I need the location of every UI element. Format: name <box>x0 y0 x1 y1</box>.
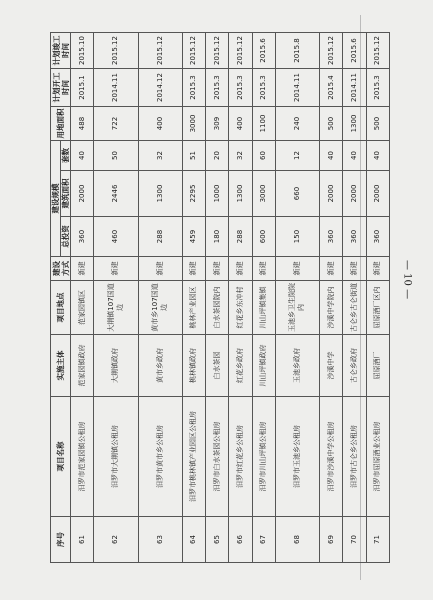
cell-mode: 新建 <box>320 257 343 281</box>
cell-num: 32 <box>229 141 252 171</box>
cell-seq: 61 <box>71 517 94 563</box>
cell-name: 汨罗市沙溪中学公租房 <box>320 397 343 517</box>
cell-invest: 180 <box>206 217 229 257</box>
cell-land: 3000 <box>182 107 205 141</box>
cell-loc: 川山坪镇集镇 <box>252 281 275 335</box>
cell-start: 2014.11 <box>94 69 138 107</box>
cell-start: 2015.3 <box>206 69 229 107</box>
cell-org: 黄市乡政府 <box>138 335 182 397</box>
table-row <box>206 33 229 563</box>
table-row <box>182 33 205 563</box>
header-num: 套数 <box>61 141 71 171</box>
cell-area: 2000 <box>71 171 94 217</box>
housing-projects-table <box>50 32 390 563</box>
cell-loc: 黄市乡107国道边 <box>138 281 182 335</box>
cell-start: 2014.12 <box>138 69 182 107</box>
table-row <box>252 33 275 563</box>
cell-area: 1000 <box>206 171 229 217</box>
cell-org: 沙溪中学 <box>320 335 343 397</box>
cell-loc: 古仑乡古仑街道 <box>343 281 366 335</box>
cell-area: 1300 <box>229 171 252 217</box>
table-row <box>138 33 182 563</box>
header-loc: 项目地点 <box>51 281 71 335</box>
cell-invest: 360 <box>366 217 389 257</box>
cell-end: 2015.12 <box>138 33 182 69</box>
cell-num: 40 <box>320 141 343 171</box>
cell-seq: 68 <box>275 517 319 563</box>
header-scale: 建设规模 <box>51 141 61 257</box>
table-row <box>320 33 343 563</box>
cell-end: 2015.12 <box>206 33 229 69</box>
cell-invest: 288 <box>138 217 182 257</box>
cell-invest: 150 <box>275 217 319 257</box>
cell-loc: 大荆镇107国道边 <box>94 281 138 335</box>
table-body <box>71 33 390 563</box>
cell-end: 2015.12 <box>94 33 138 69</box>
cell-mode: 新建 <box>138 257 182 281</box>
cell-loc: 玉池乡卫生院院内 <box>275 281 319 335</box>
cell-seq: 63 <box>138 517 182 563</box>
cell-name: 汨罗市玉池乡公租房 <box>275 397 319 517</box>
cell-num: 40 <box>71 141 94 171</box>
cell-num: 32 <box>138 141 182 171</box>
cell-name: 汨罗市红花乡公租房 <box>229 397 252 517</box>
cell-seq: 65 <box>206 517 229 563</box>
cell-seq: 67 <box>252 517 275 563</box>
cell-seq: 71 <box>366 517 389 563</box>
table-row <box>94 33 138 563</box>
cell-end: 2015.8 <box>275 33 319 69</box>
cell-org: 古仑乡政府 <box>343 335 366 397</box>
cell-start: 2014.11 <box>343 69 366 107</box>
cell-seq: 69 <box>320 517 343 563</box>
header-area: 建筑面积 <box>61 171 71 217</box>
cell-num: 60 <box>252 141 275 171</box>
header-row-1 <box>51 33 61 563</box>
cell-start: 2014.11 <box>275 69 319 107</box>
cell-org: 范家园镇政府 <box>71 335 94 397</box>
cell-loc: 白水茶园院内 <box>206 281 229 335</box>
cell-name: 汨罗市大荆镇公租房 <box>94 397 138 517</box>
cell-name: 汨罗市古仑乡公租房 <box>343 397 366 517</box>
cell-area: 2000 <box>343 171 366 217</box>
cell-end: 2015.12 <box>320 33 343 69</box>
cell-mode: 新建 <box>94 257 138 281</box>
cell-area: 1300 <box>138 171 182 217</box>
table-row <box>275 33 319 563</box>
cell-mode: 新建 <box>182 257 205 281</box>
cell-loc: 红花乡东冲村 <box>229 281 252 335</box>
header-mode: 建设方式 <box>51 257 71 281</box>
cell-area: 2000 <box>320 171 343 217</box>
cell-seq: 66 <box>229 517 252 563</box>
cell-invest: 360 <box>320 217 343 257</box>
cell-area: 660 <box>275 171 319 217</box>
cell-area: 2446 <box>94 171 138 217</box>
cell-mode: 新建 <box>71 257 94 281</box>
cell-num: 40 <box>366 141 389 171</box>
cell-area: 2000 <box>366 171 389 217</box>
header-end: 计划竣工时间 <box>51 33 71 69</box>
cell-num: 12 <box>275 141 319 171</box>
cell-name: 汨罗市白水茶园公租房 <box>206 397 229 517</box>
cell-mode: 新建 <box>275 257 319 281</box>
cell-end: 2015.12 <box>366 33 389 69</box>
table-row <box>71 33 94 563</box>
cell-start: 2015.3 <box>252 69 275 107</box>
cell-area: 3000 <box>252 171 275 217</box>
cell-mode: 新建 <box>343 257 366 281</box>
cell-land: 500 <box>366 107 389 141</box>
header-org: 实施主体 <box>51 335 71 397</box>
cell-loc: 范家园镇区 <box>71 281 94 335</box>
cell-num: 40 <box>343 141 366 171</box>
cell-start: 2015.3 <box>229 69 252 107</box>
cell-num: 51 <box>182 141 205 171</box>
cell-end: 2015.6 <box>343 33 366 69</box>
cell-land: 400 <box>138 107 182 141</box>
cell-seq: 70 <box>343 517 366 563</box>
cell-land: 488 <box>71 107 94 141</box>
table-row <box>229 33 252 563</box>
cell-org: 玉池乡政府 <box>275 335 319 397</box>
cell-name: 汨罗市黄市乡公租房 <box>138 397 182 517</box>
cell-org: 红花乡政府 <box>229 335 252 397</box>
cell-mode: 新建 <box>366 257 389 281</box>
cell-start: 2015.4 <box>320 69 343 107</box>
cell-org: 大荆镇政府 <box>94 335 138 397</box>
header-invest: 总投资 <box>61 217 71 257</box>
cell-land: 722 <box>94 107 138 141</box>
cell-end: 2015.6 <box>252 33 275 69</box>
cell-end: 2015.12 <box>229 33 252 69</box>
cell-land: 309 <box>206 107 229 141</box>
cell-invest: 288 <box>229 217 252 257</box>
cell-org: 川山坪镇政府 <box>252 335 275 397</box>
table-row <box>366 33 389 563</box>
cell-loc: 桃林产业园区 <box>182 281 205 335</box>
cell-land: 240 <box>275 107 319 141</box>
table-row <box>343 33 366 563</box>
cell-start: 2015.3 <box>366 69 389 107</box>
cell-invest: 600 <box>252 217 275 257</box>
cell-area: 2295 <box>182 171 205 217</box>
rotated-table-wrapper <box>50 33 390 563</box>
cell-invest: 460 <box>94 217 138 257</box>
cell-org: 白水茶园 <box>206 335 229 397</box>
page-number: — 10 — <box>401 260 413 300</box>
cell-name: 汨罗市桃林镇产业园区公租房 <box>182 397 205 517</box>
cell-name: 汨罗市川山坪镇公租房 <box>252 397 275 517</box>
cell-start: 2015.3 <box>182 69 205 107</box>
cell-seq: 62 <box>94 517 138 563</box>
cell-land: 1300 <box>343 107 366 141</box>
cell-start: 2015.1 <box>71 69 94 107</box>
cell-org: 桃林镇政府 <box>182 335 205 397</box>
cell-org: 屈原酒厂 <box>366 335 389 397</box>
cell-land: 500 <box>320 107 343 141</box>
cell-loc: 沙溪中学院内 <box>320 281 343 335</box>
cell-land: 1100 <box>252 107 275 141</box>
cell-name: 汨罗市范家园镇公租房 <box>71 397 94 517</box>
cell-num: 50 <box>94 141 138 171</box>
cell-land: 400 <box>229 107 252 141</box>
cell-loc: 屈原酒厂区内 <box>366 281 389 335</box>
cell-mode: 新建 <box>206 257 229 281</box>
cell-mode: 新建 <box>229 257 252 281</box>
header-seq: 序号 <box>51 517 71 563</box>
cell-end: 2015.10 <box>71 33 94 69</box>
cell-invest: 360 <box>71 217 94 257</box>
cell-seq: 64 <box>182 517 205 563</box>
header-name: 项目名称 <box>51 397 71 517</box>
cell-mode: 新建 <box>252 257 275 281</box>
cell-num: 20 <box>206 141 229 171</box>
cell-invest: 459 <box>182 217 205 257</box>
header-start: 计划开工时间 <box>51 69 71 107</box>
cell-end: 2015.12 <box>182 33 205 69</box>
header-land: 用地面积 <box>51 107 71 141</box>
cell-name: 汨罗市屈原酒业公租房 <box>366 397 389 517</box>
cell-invest: 360 <box>343 217 366 257</box>
